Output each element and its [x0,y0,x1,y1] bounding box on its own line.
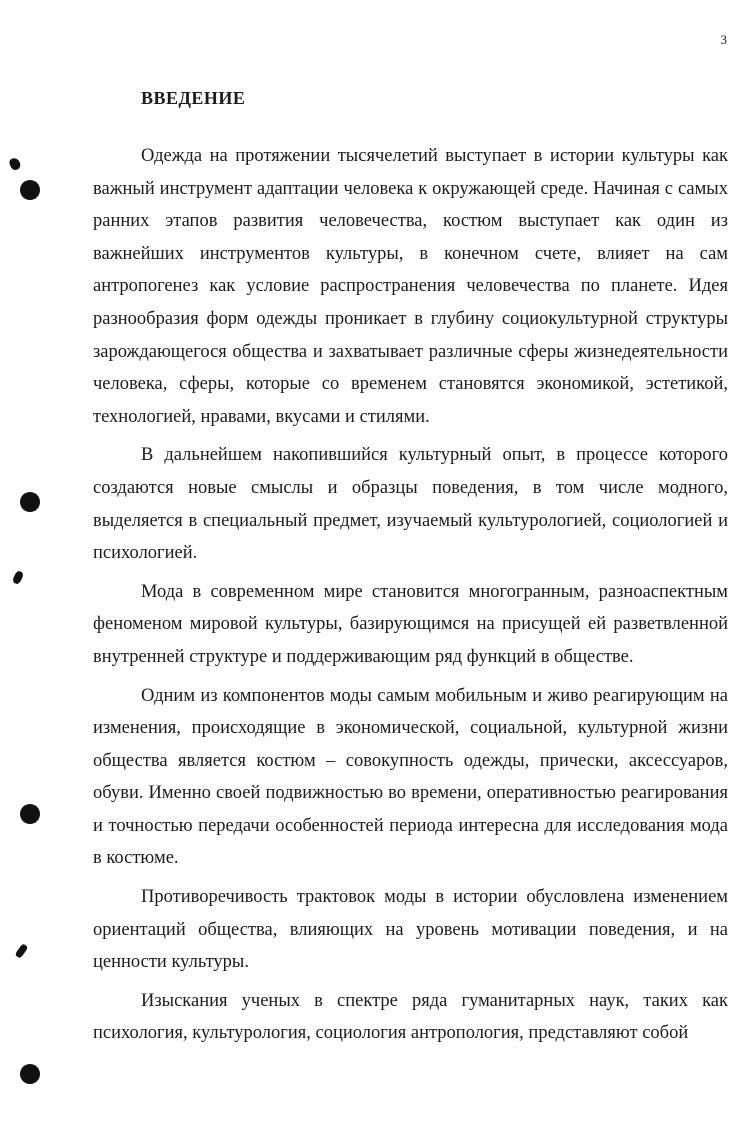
body-text [93,140,728,1050]
binder-hole [20,180,40,200]
margin-mark [8,157,22,172]
paragraph-4: Одним из компонентов моды самым мобильным и живо реагирующим на изменения, происходящие в экономической, социальной, культурной жизни общества является костюм – совокупность одежды, прически, аксессуаров, обуви. Именно своей подвижностью во времени, оперативностью реагирования и точностью передачи особенностей периода интересна для исследования мода в костюме. [93,685,728,869]
paragraph-2: В дальнейшем накопившийся культурный опыт, в процессе которого создаются новые смыслы и образцы поведения, в том числе модного, выделяется в специальный предмет, изучаемый культурологией, социологией и психологией. [93,445,728,564]
paragraph-5: Противоречивость трактовок моды в истории обусловлена изменением ориентаций общества, влияющих на уровень мотивации поведения, и на ценности культуры. [93,887,728,973]
paragraph-1: Одежда на протяжении тысячелетий выступает в истории культуры как важный инструмент адаптации человека к окружающей среде. Начиная с самых ранних этапов развития человечества, костюм выступает как один из важнейших инструментов культуры, в конечном счете, влияет на сам антропогенез как условие распространения человечества по планете. Идея разнообразия форм одежды проникает в глубину социокультурной структуры зарождающегося общества и захватывает различные сферы жизнедеятельности человека, сферы, которые со временем становятся экономикой, эстетикой, технологией, нравами, вкусами и стилями. [93,146,728,427]
binder-hole [20,492,40,512]
binder-hole [20,1064,40,1084]
binder-hole [20,804,40,824]
page-number: 3 [720,32,727,47]
section-heading: ВВЕДЕНИЕ [141,88,246,108]
paragraph-6: Изыскания ученых в спектре ряда гуманитарных наук, таких как психология, культурология, социология антропология, представляют собой [93,990,728,1044]
margin-mark [12,570,25,585]
paragraph-3: Мода в современном мире становится многогранным, разноаспектным феноменом мировой культуры, базирующимся на присущей ей разветвленной внутренней структуре и поддерживающим ряд функций в обществе. [93,581,728,667]
margin-mark [15,943,29,958]
